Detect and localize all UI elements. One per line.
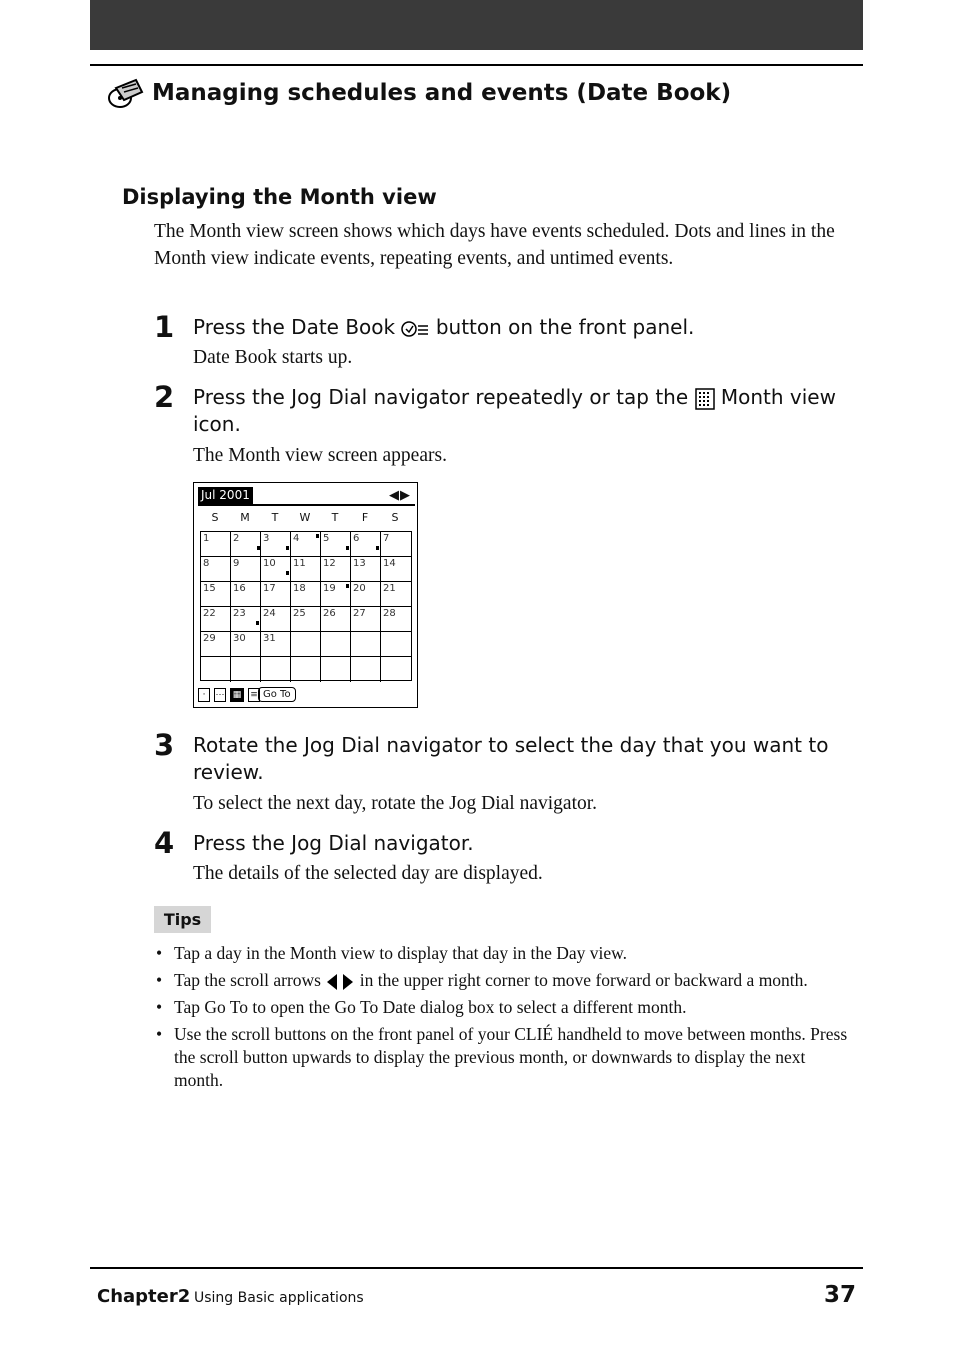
calendar-day-cell[interactable]: 26 (321, 607, 351, 632)
day-view-icon[interactable]: · (198, 688, 210, 702)
weekday-label: S (391, 511, 399, 524)
view-toolbar (198, 687, 260, 703)
calendar-day-cell[interactable]: 3 (261, 532, 291, 557)
tip-text: Tap Go To to open the Go To Date dialog box to select a different month. (174, 997, 687, 1017)
page-number: 37 (823, 1282, 856, 1308)
event-mark (346, 546, 349, 550)
calendar-day-cell[interactable]: 11 (291, 557, 321, 582)
calendar-day-cell[interactable] (321, 657, 351, 682)
chapter-title (106, 76, 731, 110)
chapter-title-text: Managing schedules and events (Date Book) (152, 80, 732, 106)
footer-subtitle: Using Basic applications (194, 1290, 364, 1306)
calendar-day-cell[interactable]: 20 (351, 582, 381, 607)
month-label[interactable]: Jul 2001 (198, 487, 253, 504)
calendar-day-cell[interactable] (381, 657, 411, 682)
calendar-day-cell[interactable]: 8 (201, 557, 231, 582)
tip-item (154, 996, 854, 1019)
date-book-button-icon (401, 320, 429, 338)
event-mark (316, 534, 319, 538)
tips-label: Tips (154, 906, 211, 933)
tip-item (154, 969, 854, 992)
event-mark (286, 546, 289, 550)
weekday-label: T (271, 511, 279, 524)
calendar-day-cell[interactable] (291, 632, 321, 657)
calendar-grid (200, 531, 412, 681)
goto-button[interactable]: Go To (258, 687, 296, 702)
intro-paragraph: The Month view screen shows which days have events scheduled. Dots and lines in the Month view indicate events, repeating events, and untimed events. (154, 221, 835, 269)
calendar-day-cell[interactable] (201, 657, 231, 682)
calendar-day-cell[interactable]: 28 (381, 607, 411, 632)
step-text: Press the Jog Dial navigator. (193, 831, 474, 855)
tip-item (154, 942, 854, 965)
calendar-day-cell[interactable] (291, 657, 321, 682)
tip-text: Use the scroll buttons on the front panel of your CLIÉ handheld to move between months. Press the scroll button upwards to display the previous month, or downwards to display the next month. (174, 1024, 848, 1090)
calendar-day-cell[interactable]: 19 (321, 582, 351, 607)
calendar-day-cell[interactable]: 5 (321, 532, 351, 557)
agenda-view-icon[interactable]: ≡ (248, 688, 260, 702)
step-text-b: button on the front panel. (429, 315, 695, 339)
scroll-arrows-icon (325, 972, 355, 992)
step-text (193, 384, 853, 438)
weekday-label: W (299, 511, 311, 524)
calendar-day-cell[interactable]: 21 (381, 582, 411, 607)
calendar-day-cell[interactable]: 4 (291, 532, 321, 557)
weekday-label: T (331, 511, 339, 524)
calendar-day-cell[interactable]: 13 (351, 557, 381, 582)
section-title: Displaying the Month view (122, 185, 437, 209)
calendar-day-cell[interactable]: 10 (261, 557, 291, 582)
calendar-day-cell[interactable]: 17 (261, 582, 291, 607)
tips-list (154, 942, 854, 1096)
calendar-day-cell[interactable] (261, 657, 291, 682)
tip-item (154, 1023, 854, 1092)
header-bar (90, 0, 863, 50)
header-divider (198, 504, 415, 506)
step-text-b: Month view icon. (193, 385, 836, 436)
step-number: 1 (154, 310, 175, 344)
calendar-day-cell[interactable]: 29 (201, 632, 231, 657)
calendar-day-cell[interactable] (381, 632, 411, 657)
month-view-screenshot (193, 482, 418, 708)
calendar-day-cell[interactable]: 27 (351, 607, 381, 632)
event-mark (256, 621, 259, 625)
event-mark (257, 546, 260, 550)
calendar-day-cell[interactable]: 30 (231, 632, 261, 657)
calendar-day-cell[interactable]: 25 (291, 607, 321, 632)
calendar-day-cell[interactable]: 14 (381, 557, 411, 582)
step-text: Rotate the Jog Dial navigator to select the day that you want to review. (193, 733, 829, 784)
event-mark (346, 584, 349, 588)
calendar-day-cell[interactable]: 24 (261, 607, 291, 632)
calendar-day-cell[interactable]: 23 (231, 607, 261, 632)
event-mark (286, 571, 289, 575)
calendar-day-cell[interactable]: 7 (381, 532, 411, 557)
month-view-icon (695, 388, 715, 410)
event-mark (376, 546, 379, 550)
step-result: Date Book starts up. (193, 347, 353, 368)
month-view-tab-icon[interactable]: ▦ (230, 688, 244, 702)
calendar-day-cell[interactable]: 31 (261, 632, 291, 657)
tip-text: Tap a day in the Month view to display that day in the Day view. (174, 943, 628, 963)
footer-chapter: Chapter2 (97, 1286, 191, 1307)
step-text-a: Press the Date Book (193, 315, 402, 339)
calendar-day-cell[interactable] (231, 657, 261, 682)
footer-rule (90, 1267, 863, 1269)
calendar-day-cell[interactable]: 9 (231, 557, 261, 582)
tip-text: Tap the scroll arrows (174, 970, 326, 990)
calendar-day-cell[interactable]: 12 (321, 557, 351, 582)
date-book-app-icon (106, 76, 144, 110)
calendar-day-cell[interactable]: 22 (201, 607, 231, 632)
step-result: The details of the selected day are displayed. (193, 863, 543, 884)
weekday-label: M (240, 511, 250, 524)
step-number: 3 (154, 728, 175, 762)
calendar-day-cell[interactable]: 16 (231, 582, 261, 607)
calendar-day-cell[interactable] (351, 657, 381, 682)
calendar-day-cell[interactable] (321, 632, 351, 657)
step-number: 2 (154, 380, 175, 414)
calendar-day-cell[interactable]: 15 (201, 582, 231, 607)
step-text-a: Press the Jog Dial navigator repeatedly or tap the (193, 385, 695, 409)
step-text (193, 314, 853, 341)
weekday-label: F (361, 511, 369, 524)
calendar-day-cell[interactable]: 18 (291, 582, 321, 607)
step-number: 4 (154, 826, 175, 860)
weekday-label: S (211, 511, 219, 524)
header-rule (90, 64, 863, 66)
calendar-day-cell[interactable] (351, 632, 381, 657)
calendar-day-cell[interactable]: 2 (231, 532, 261, 557)
step-result: The Month view screen appears. (193, 445, 447, 466)
step-result: To select the next day, rotate the Jog Dial navigator. (193, 793, 598, 814)
calendar-day-cell[interactable]: 1 (201, 532, 231, 557)
week-view-icon[interactable]: ⋯ (215, 690, 225, 700)
tip-text: in the upper right corner to move forward or backward a month. (355, 970, 808, 990)
calendar-day-cell[interactable]: 6 (351, 532, 381, 557)
scroll-arrows-icon[interactable]: ◀▶ (389, 488, 411, 503)
